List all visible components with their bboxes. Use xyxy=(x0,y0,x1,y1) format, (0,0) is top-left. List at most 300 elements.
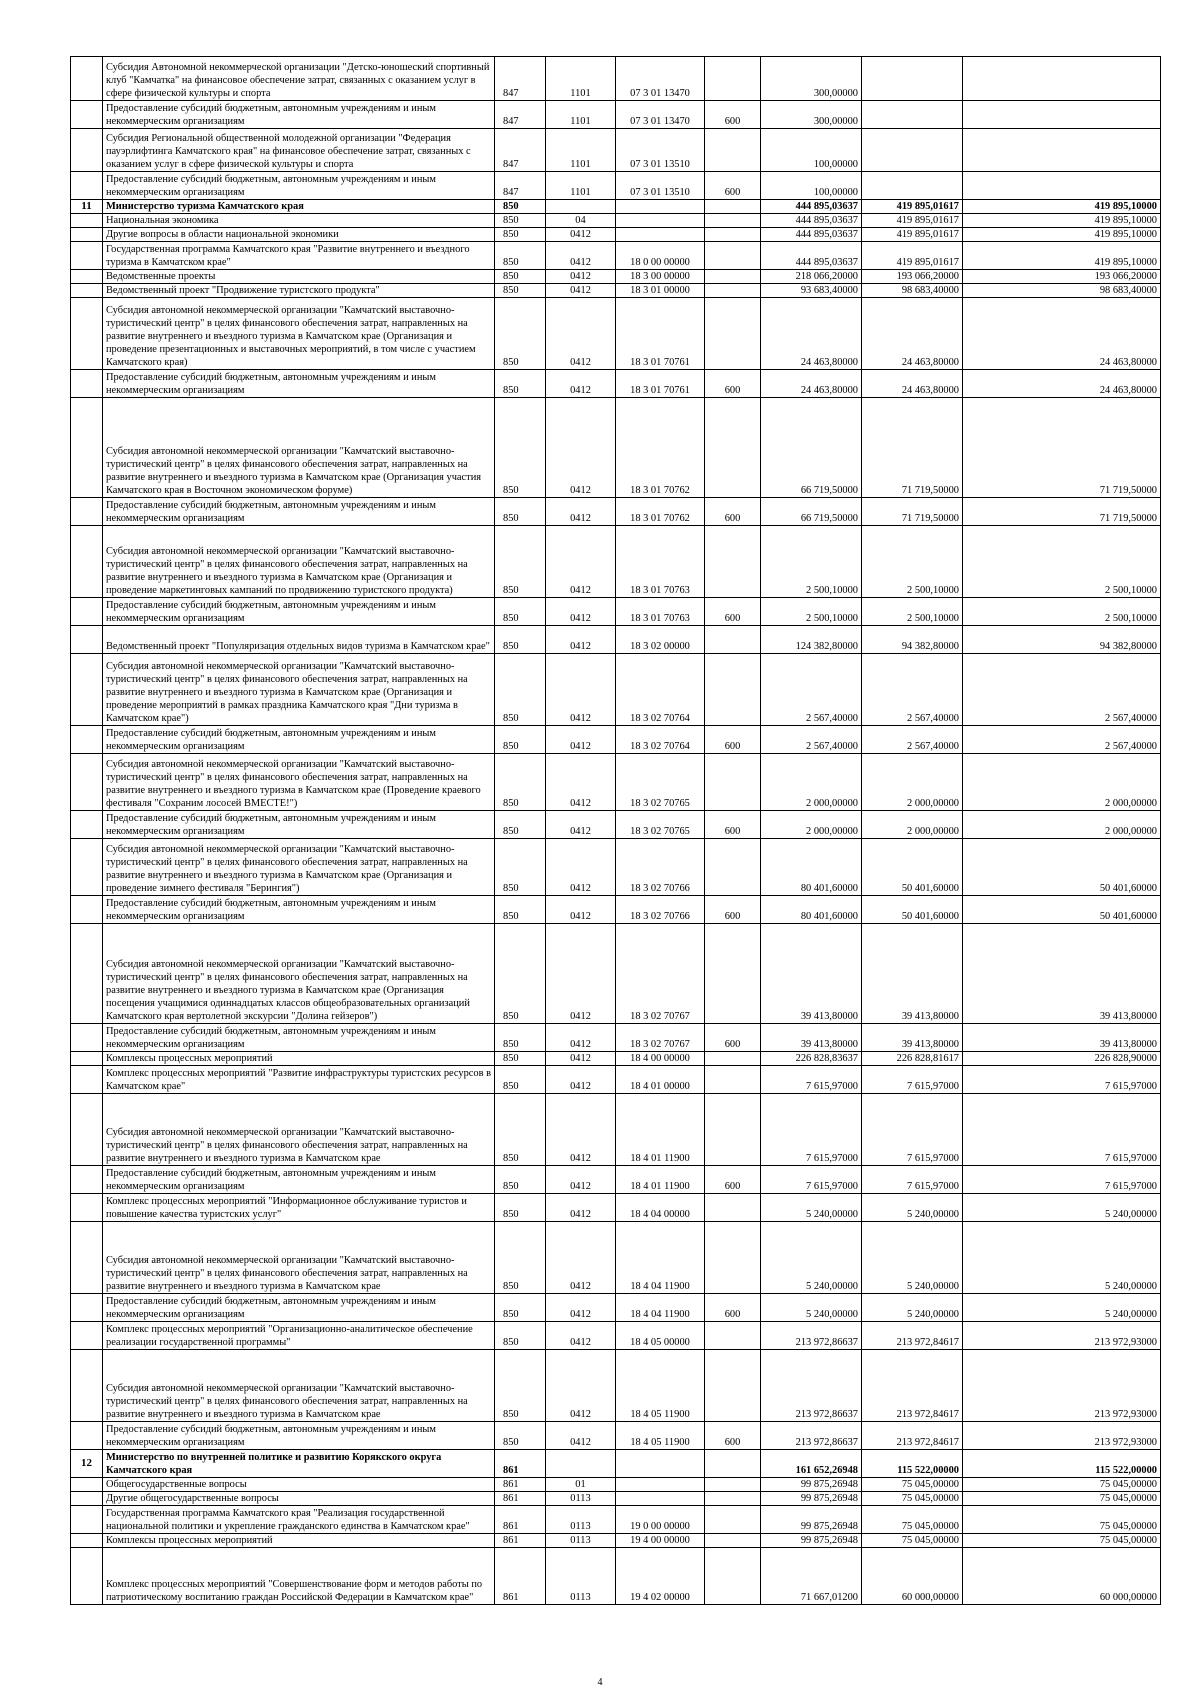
section-code: 0412 xyxy=(546,598,616,626)
row-number xyxy=(71,1294,103,1322)
ved-code: 850 xyxy=(495,526,546,598)
amount-year-1: 100,00000 xyxy=(761,172,862,200)
table-row xyxy=(71,242,1161,270)
amount-year-3: 2 567,40000 xyxy=(963,726,1161,754)
table-row xyxy=(71,1492,1161,1506)
amount-year-2: 94 382,80000 xyxy=(862,626,963,654)
ved-code: 847 xyxy=(495,101,546,129)
ved-code: 850 xyxy=(495,398,546,498)
amount-year-1: 7 615,97000 xyxy=(761,1066,862,1094)
section-code: 0412 xyxy=(546,228,616,242)
amount-year-2: 419 895,01617 xyxy=(862,200,963,214)
item-name: Национальная экономика xyxy=(103,214,495,228)
ved-code: 850 xyxy=(495,1322,546,1350)
expense-type-code xyxy=(705,1066,761,1094)
row-number xyxy=(71,370,103,398)
table-row xyxy=(71,654,1161,726)
amount-year-1: 7 615,97000 xyxy=(761,1166,862,1194)
ved-code: 850 xyxy=(495,726,546,754)
expense-type-code xyxy=(705,284,761,298)
amount-year-3 xyxy=(963,101,1161,129)
table-row xyxy=(71,398,1161,498)
ved-code: 861 xyxy=(495,1478,546,1492)
table-row xyxy=(71,101,1161,129)
amount-year-2 xyxy=(862,172,963,200)
expense-type-code xyxy=(705,1052,761,1066)
amount-year-3: 50 401,60000 xyxy=(963,839,1161,896)
section-code xyxy=(546,200,616,214)
amount-year-2: 419 895,01617 xyxy=(862,228,963,242)
item-name: Субсидия автономной некоммерческой организации "Камчатский выставочно-туристический центр" в целях финансового обеспечения затрат, направленных на развитие внутреннего и въездного туризма в Камчатском крае (Организация и проведение мероприятий в рамках праздника Камчатского края "Дни туризма в Камчатском крае") xyxy=(103,654,495,726)
table-row xyxy=(71,1548,1161,1605)
row-number xyxy=(71,1350,103,1422)
row-number xyxy=(71,1066,103,1094)
table-row xyxy=(71,1350,1161,1422)
table-row xyxy=(71,1322,1161,1350)
table-body xyxy=(71,57,1161,1605)
table-row xyxy=(71,598,1161,626)
target-article-code: 18 3 02 70767 xyxy=(616,924,705,1024)
amount-year-3: 71 719,50000 xyxy=(963,398,1161,498)
target-article-code: 18 4 04 11900 xyxy=(616,1294,705,1322)
table-row xyxy=(71,498,1161,526)
target-article-code: 18 3 01 70762 xyxy=(616,498,705,526)
amount-year-2: 2 567,40000 xyxy=(862,654,963,726)
amount-year-1: 124 382,80000 xyxy=(761,626,862,654)
table-row xyxy=(71,1024,1161,1052)
amount-year-3: 7 615,97000 xyxy=(963,1066,1161,1094)
amount-year-3: 2 000,00000 xyxy=(963,811,1161,839)
ved-code: 850 xyxy=(495,228,546,242)
target-article-code xyxy=(616,1478,705,1492)
item-name: Субсидия автономной некоммерческой организации "Камчатский выставочно-туристический центр" в целях финансового обеспечения затрат, направленных на развитие внутреннего и въездного туризма в Камчатском крае xyxy=(103,1094,495,1166)
row-number xyxy=(71,242,103,270)
item-name: Субсидия автономной некоммерческой организации "Камчатский выставочно-туристический центр" в целях финансового обеспечения затрат, направленных на развитие внутреннего и въездного туризма в Камчатском крае (Организация и проведение презентационных и выставочных мероприятий, в том числе с участием Камчатского края) xyxy=(103,298,495,370)
item-name: Предоставление субсидий бюджетным, автономным учреждениям и иным некоммерческим организациям xyxy=(103,1422,495,1450)
amount-year-1: 2 000,00000 xyxy=(761,811,862,839)
expense-type-code xyxy=(705,1222,761,1294)
section-code: 1101 xyxy=(546,172,616,200)
amount-year-1: 218 066,20000 xyxy=(761,270,862,284)
expense-type-code xyxy=(705,214,761,228)
section-code: 0113 xyxy=(546,1548,616,1605)
item-name: Предоставление субсидий бюджетным, автономным учреждениям и иным некоммерческим организациям xyxy=(103,811,495,839)
item-name: Предоставление субсидий бюджетным, автономным учреждениям и иным некоммерческим организациям xyxy=(103,1294,495,1322)
amount-year-1: 66 719,50000 xyxy=(761,498,862,526)
ved-code: 850 xyxy=(495,1166,546,1194)
section-code: 0412 xyxy=(546,242,616,270)
amount-year-3: 419 895,10000 xyxy=(963,200,1161,214)
table-row xyxy=(71,1094,1161,1166)
amount-year-2: 60 000,00000 xyxy=(862,1548,963,1605)
amount-year-3: 226 828,90000 xyxy=(963,1052,1161,1066)
section-code: 0412 xyxy=(546,1350,616,1422)
item-name: Предоставление субсидий бюджетным, автономным учреждениям и иным некоммерческим организациям xyxy=(103,726,495,754)
ved-code: 850 xyxy=(495,598,546,626)
row-number: 11 xyxy=(71,200,103,214)
expense-type-code xyxy=(705,242,761,270)
ved-code: 850 xyxy=(495,1194,546,1222)
section-code: 0412 xyxy=(546,370,616,398)
ved-code: 850 xyxy=(495,839,546,896)
ved-code: 850 xyxy=(495,1422,546,1450)
target-article-code: 07 3 01 13470 xyxy=(616,57,705,101)
table-row xyxy=(71,298,1161,370)
table-row xyxy=(71,1506,1161,1534)
row-number xyxy=(71,172,103,200)
amount-year-1: 213 972,86637 xyxy=(761,1322,862,1350)
table-row xyxy=(71,370,1161,398)
ved-code: 850 xyxy=(495,754,546,811)
amount-year-1: 99 875,26948 xyxy=(761,1492,862,1506)
table-row xyxy=(71,526,1161,598)
row-number xyxy=(71,526,103,598)
amount-year-1: 5 240,00000 xyxy=(761,1194,862,1222)
item-name: Комплекс процессных мероприятий "Совершенствование форм и методов работы по патриотическому воспитанию граждан Российской Федерации в Камчатском крае" xyxy=(103,1548,495,1605)
target-article-code: 07 3 01 13510 xyxy=(616,129,705,172)
item-name: Ведомственные проекты xyxy=(103,270,495,284)
amount-year-2: 2 000,00000 xyxy=(862,811,963,839)
amount-year-1: 2 500,10000 xyxy=(761,598,862,626)
ved-code: 850 xyxy=(495,498,546,526)
item-name: Комплекс процессных мероприятий "Информационное обслуживание туристов и повышение качества туристских услуг" xyxy=(103,1194,495,1222)
expense-type-code: 600 xyxy=(705,896,761,924)
item-name: Субсидия автономной некоммерческой организации "Камчатский выставочно-туристический центр" в целях финансового обеспечения затрат, направленных на развитие внутреннего и въездного туризма в Камчатском крае xyxy=(103,1350,495,1422)
target-article-code: 18 4 01 11900 xyxy=(616,1166,705,1194)
amount-year-3: 75 045,00000 xyxy=(963,1492,1161,1506)
amount-year-1: 24 463,80000 xyxy=(761,370,862,398)
target-article-code: 18 3 01 70761 xyxy=(616,370,705,398)
amount-year-3: 7 615,97000 xyxy=(963,1166,1161,1194)
target-article-code: 18 4 05 11900 xyxy=(616,1422,705,1450)
amount-year-3: 213 972,93000 xyxy=(963,1350,1161,1422)
target-article-code: 18 3 01 70763 xyxy=(616,598,705,626)
ved-code: 850 xyxy=(495,896,546,924)
row-number xyxy=(71,398,103,498)
row-number xyxy=(71,57,103,101)
amount-year-2: 193 066,20000 xyxy=(862,270,963,284)
target-article-code: 18 3 00 00000 xyxy=(616,270,705,284)
amount-year-3: 24 463,80000 xyxy=(963,298,1161,370)
row-number xyxy=(71,1492,103,1506)
amount-year-1: 300,00000 xyxy=(761,101,862,129)
amount-year-2: 5 240,00000 xyxy=(862,1294,963,1322)
amount-year-1: 213 972,86637 xyxy=(761,1422,862,1450)
amount-year-2: 2 500,10000 xyxy=(862,526,963,598)
amount-year-3: 213 972,93000 xyxy=(963,1322,1161,1350)
section-code: 0412 xyxy=(546,1194,616,1222)
amount-year-3: 39 413,80000 xyxy=(963,1024,1161,1052)
amount-year-3: 115 522,00000 xyxy=(963,1450,1161,1478)
budget-allocation-table xyxy=(70,56,1161,1605)
target-article-code: 18 3 02 70767 xyxy=(616,1024,705,1052)
table-row xyxy=(71,1534,1161,1548)
table-row xyxy=(71,1222,1161,1294)
row-number xyxy=(71,1222,103,1294)
row-number xyxy=(71,1534,103,1548)
table-row xyxy=(71,1422,1161,1450)
section-code: 0412 xyxy=(546,284,616,298)
expense-type-code xyxy=(705,228,761,242)
expense-type-code xyxy=(705,626,761,654)
row-number: 12 xyxy=(71,1450,103,1478)
amount-year-2: 5 240,00000 xyxy=(862,1194,963,1222)
target-article-code xyxy=(616,228,705,242)
section-code: 0412 xyxy=(546,811,616,839)
item-name: Субсидия автономной некоммерческой организации "Камчатский выставочно-туристический центр" в целях финансового обеспечения затрат, направленных на развитие внутреннего и въездного туризма в Камчатском крае (Организация посещения учащимися одиннадцатых классов общеобразовательных организаций Камчатского края вертолетной экскурсии "Долина гейзеров") xyxy=(103,924,495,1024)
amount-year-2: 419 895,01617 xyxy=(862,214,963,228)
section-code: 1101 xyxy=(546,101,616,129)
amount-year-3: 5 240,00000 xyxy=(963,1294,1161,1322)
target-article-code: 18 4 01 00000 xyxy=(616,1066,705,1094)
amount-year-3: 2 000,00000 xyxy=(963,754,1161,811)
expense-type-code xyxy=(705,1548,761,1605)
target-article-code: 18 3 01 70763 xyxy=(616,526,705,598)
ved-code: 850 xyxy=(495,270,546,284)
expense-type-code xyxy=(705,1492,761,1506)
target-article-code: 18 4 04 11900 xyxy=(616,1222,705,1294)
expense-type-code xyxy=(705,1322,761,1350)
row-number xyxy=(71,1322,103,1350)
section-code: 0412 xyxy=(546,270,616,284)
target-article-code: 18 3 01 70761 xyxy=(616,298,705,370)
target-article-code xyxy=(616,1492,705,1506)
amount-year-2: 213 972,84617 xyxy=(862,1422,963,1450)
section-code: 0412 xyxy=(546,498,616,526)
section-code: 1101 xyxy=(546,129,616,172)
table-row xyxy=(71,1052,1161,1066)
target-article-code: 18 4 05 00000 xyxy=(616,1322,705,1350)
ved-code: 850 xyxy=(495,1222,546,1294)
amount-year-1: 300,00000 xyxy=(761,57,862,101)
item-name: Государственная программа Камчатского края "Развитие внутреннего и въездного туризма в Камчатском крае" xyxy=(103,242,495,270)
item-name: Общегосударственные вопросы xyxy=(103,1478,495,1492)
amount-year-2: 7 615,97000 xyxy=(862,1066,963,1094)
amount-year-3: 2 500,10000 xyxy=(963,598,1161,626)
item-name: Предоставление субсидий бюджетным, автономным учреждениям и иным некоммерческим организациям xyxy=(103,1024,495,1052)
amount-year-2: 50 401,60000 xyxy=(862,896,963,924)
amount-year-3: 75 045,00000 xyxy=(963,1478,1161,1492)
table-row xyxy=(71,626,1161,654)
row-number xyxy=(71,1194,103,1222)
item-name: Субсидия автономной некоммерческой организации "Камчатский выставочно-туристический центр" в целях финансового обеспечения затрат, направленных на развитие внутреннего и въездного туризма в Камчатском крае xyxy=(103,1222,495,1294)
section-code: 0412 xyxy=(546,1422,616,1450)
amount-year-2: 213 972,84617 xyxy=(862,1350,963,1422)
amount-year-1: 93 683,40000 xyxy=(761,284,862,298)
section-code: 0412 xyxy=(546,839,616,896)
table-row xyxy=(71,228,1161,242)
table-row xyxy=(71,214,1161,228)
section-code: 0412 xyxy=(546,1322,616,1350)
section-code: 0412 xyxy=(546,1094,616,1166)
section-code: 0412 xyxy=(546,526,616,598)
amount-year-2: 98 683,40000 xyxy=(862,284,963,298)
row-number xyxy=(71,1094,103,1166)
expense-type-code: 600 xyxy=(705,370,761,398)
item-name: Предоставление субсидий бюджетным, автономным учреждениям и иным некоммерческим организациям xyxy=(103,370,495,398)
amount-year-3: 39 413,80000 xyxy=(963,924,1161,1024)
row-number xyxy=(71,1024,103,1052)
amount-year-1: 100,00000 xyxy=(761,129,862,172)
section-code: 0113 xyxy=(546,1492,616,1506)
amount-year-2: 75 045,00000 xyxy=(862,1534,963,1548)
target-article-code: 18 3 02 70764 xyxy=(616,726,705,754)
amount-year-3: 98 683,40000 xyxy=(963,284,1161,298)
table-row xyxy=(71,811,1161,839)
expense-type-code xyxy=(705,1534,761,1548)
amount-year-2: 2 000,00000 xyxy=(862,754,963,811)
amount-year-1: 444 895,03637 xyxy=(761,214,862,228)
item-name: Субсидия автономной некоммерческой организации "Камчатский выставочно-туристический центр" в целях финансового обеспечения затрат, направленных на развитие внутреннего и въездного туризма в Камчатском крае (Организация и проведение маркетинговых кампаний по продвижению туристского продукта) xyxy=(103,526,495,598)
amount-year-2: 75 045,00000 xyxy=(862,1478,963,1492)
amount-year-3: 419 895,10000 xyxy=(963,214,1161,228)
amount-year-2: 7 615,97000 xyxy=(862,1094,963,1166)
item-name: Комплекс процессных мероприятий "Организационно-аналитическое обеспечение реализации государственной программы" xyxy=(103,1322,495,1350)
expense-type-code xyxy=(705,1506,761,1534)
row-number xyxy=(71,811,103,839)
table-row xyxy=(71,172,1161,200)
table-row xyxy=(71,1478,1161,1492)
table-row xyxy=(71,896,1161,924)
section-code: 0412 xyxy=(546,1066,616,1094)
budget-table-page xyxy=(70,56,1160,1605)
expense-type-code: 600 xyxy=(705,1294,761,1322)
ved-code: 850 xyxy=(495,1052,546,1066)
amount-year-3 xyxy=(963,57,1161,101)
table-row xyxy=(71,270,1161,284)
amount-year-3 xyxy=(963,172,1161,200)
amount-year-3: 2 567,40000 xyxy=(963,654,1161,726)
item-name: Министерство туризма Камчатского края xyxy=(103,200,495,214)
item-name: Субсидия автономной некоммерческой организации "Камчатский выставочно-туристический центр" в целях финансового обеспечения затрат, направленных на развитие внутреннего и въездного туризма в Камчатском крае (Организация участия Камчатского края в Восточном экономическом форуме) xyxy=(103,398,495,498)
item-name: Предоставление субсидий бюджетным, автономным учреждениям и иным некоммерческим организациям xyxy=(103,598,495,626)
section-code: 0412 xyxy=(546,654,616,726)
target-article-code: 18 3 02 00000 xyxy=(616,626,705,654)
item-name: Комплекс процессных мероприятий "Развитие инфраструктуры туристских ресурсов в Камчатском крае" xyxy=(103,1066,495,1094)
ved-code: 850 xyxy=(495,1066,546,1094)
amount-year-2: 419 895,01617 xyxy=(862,242,963,270)
amount-year-1: 2 567,40000 xyxy=(761,726,862,754)
row-number xyxy=(71,298,103,370)
ved-code: 850 xyxy=(495,654,546,726)
expense-type-code: 600 xyxy=(705,598,761,626)
amount-year-3: 419 895,10000 xyxy=(963,228,1161,242)
amount-year-1: 71 667,01200 xyxy=(761,1548,862,1605)
target-article-code: 18 4 04 00000 xyxy=(616,1194,705,1222)
ved-code: 850 xyxy=(495,200,546,214)
section-code: 01 xyxy=(546,1478,616,1492)
expense-type-code xyxy=(705,1450,761,1478)
target-article-code: 18 4 01 11900 xyxy=(616,1094,705,1166)
amount-year-3: 213 972,93000 xyxy=(963,1422,1161,1450)
table-row xyxy=(71,1066,1161,1094)
section-code: 1101 xyxy=(546,57,616,101)
table-row xyxy=(71,57,1161,101)
item-name: Другие общегосударственные вопросы xyxy=(103,1492,495,1506)
row-number xyxy=(71,839,103,896)
row-number xyxy=(71,1166,103,1194)
amount-year-1: 213 972,86637 xyxy=(761,1350,862,1422)
amount-year-2: 75 045,00000 xyxy=(862,1506,963,1534)
table-row xyxy=(71,726,1161,754)
amount-year-2: 39 413,80000 xyxy=(862,924,963,1024)
item-name: Субсидия автономной некоммерческой организации "Камчатский выставочно-туристический центр" в целях финансового обеспечения затрат, направленных на развитие внутреннего и въездного туризма в Камчатском крае (Проведение краевого фестиваля "Сохраним лососей ВМЕСТЕ!") xyxy=(103,754,495,811)
amount-year-2: 226 828,81617 xyxy=(862,1052,963,1066)
expense-type-code xyxy=(705,754,761,811)
ved-code: 850 xyxy=(495,1294,546,1322)
amount-year-1: 24 463,80000 xyxy=(761,298,862,370)
row-number xyxy=(71,214,103,228)
target-article-code: 07 3 01 13470 xyxy=(616,101,705,129)
row-number xyxy=(71,129,103,172)
ved-code: 861 xyxy=(495,1492,546,1506)
target-article-code: 18 3 02 70765 xyxy=(616,811,705,839)
section-code: 0412 xyxy=(546,1294,616,1322)
item-name: Другие вопросы в области национальной экономики xyxy=(103,228,495,242)
ved-code: 850 xyxy=(495,298,546,370)
amount-year-2: 71 719,50000 xyxy=(862,498,963,526)
amount-year-1: 7 615,97000 xyxy=(761,1094,862,1166)
section-code: 0412 xyxy=(546,896,616,924)
amount-year-1: 99 875,26948 xyxy=(761,1506,862,1534)
amount-year-3: 7 615,97000 xyxy=(963,1094,1161,1166)
amount-year-1: 39 413,80000 xyxy=(761,924,862,1024)
ved-code: 850 xyxy=(495,214,546,228)
row-number xyxy=(71,498,103,526)
ved-code: 850 xyxy=(495,370,546,398)
expense-type-code xyxy=(705,57,761,101)
ved-code: 847 xyxy=(495,172,546,200)
ved-code: 861 xyxy=(495,1548,546,1605)
expense-type-code xyxy=(705,1478,761,1492)
amount-year-2: 213 972,84617 xyxy=(862,1322,963,1350)
amount-year-3 xyxy=(963,129,1161,172)
ved-code: 850 xyxy=(495,242,546,270)
item-name: Предоставление субсидий бюджетным, автономным учреждениям и иным некоммерческим организациям xyxy=(103,498,495,526)
expense-type-code xyxy=(705,298,761,370)
target-article-code: 18 3 01 70762 xyxy=(616,398,705,498)
amount-year-1: 5 240,00000 xyxy=(761,1222,862,1294)
amount-year-2 xyxy=(862,57,963,101)
section-code: 0113 xyxy=(546,1506,616,1534)
amount-year-3: 419 895,10000 xyxy=(963,242,1161,270)
amount-year-2: 2 500,10000 xyxy=(862,598,963,626)
ved-code: 847 xyxy=(495,57,546,101)
ved-code: 847 xyxy=(495,129,546,172)
target-article-code: 18 3 01 00000 xyxy=(616,284,705,298)
item-name: Ведомственный проект "Популяризация отдельных видов туризма в Камчатском крае" xyxy=(103,626,495,654)
row-number xyxy=(71,284,103,298)
section-code: 0412 xyxy=(546,726,616,754)
amount-year-2: 71 719,50000 xyxy=(862,398,963,498)
amount-year-2: 115 522,00000 xyxy=(862,1450,963,1478)
amount-year-2: 7 615,97000 xyxy=(862,1166,963,1194)
target-article-code: 07 3 01 13510 xyxy=(616,172,705,200)
target-article-code: 18 4 05 11900 xyxy=(616,1350,705,1422)
row-number xyxy=(71,924,103,1024)
amount-year-3: 5 240,00000 xyxy=(963,1222,1161,1294)
table-row xyxy=(71,1294,1161,1322)
section-code: 0412 xyxy=(546,1222,616,1294)
table-row xyxy=(71,839,1161,896)
expense-type-code: 600 xyxy=(705,1024,761,1052)
expense-type-code: 600 xyxy=(705,101,761,129)
ved-code: 850 xyxy=(495,1350,546,1422)
expense-type-code: 600 xyxy=(705,498,761,526)
item-name: Комплексы процессных мероприятий xyxy=(103,1534,495,1548)
section-code xyxy=(546,1450,616,1478)
item-name: Субсидия автономной некоммерческой организации "Камчатский выставочно-туристический центр" в целях финансового обеспечения затрат, направленных на развитие внутреннего и въездного туризма в Камчатском крае (Организация и проведение зимнего фестиваля "Берингия") xyxy=(103,839,495,896)
